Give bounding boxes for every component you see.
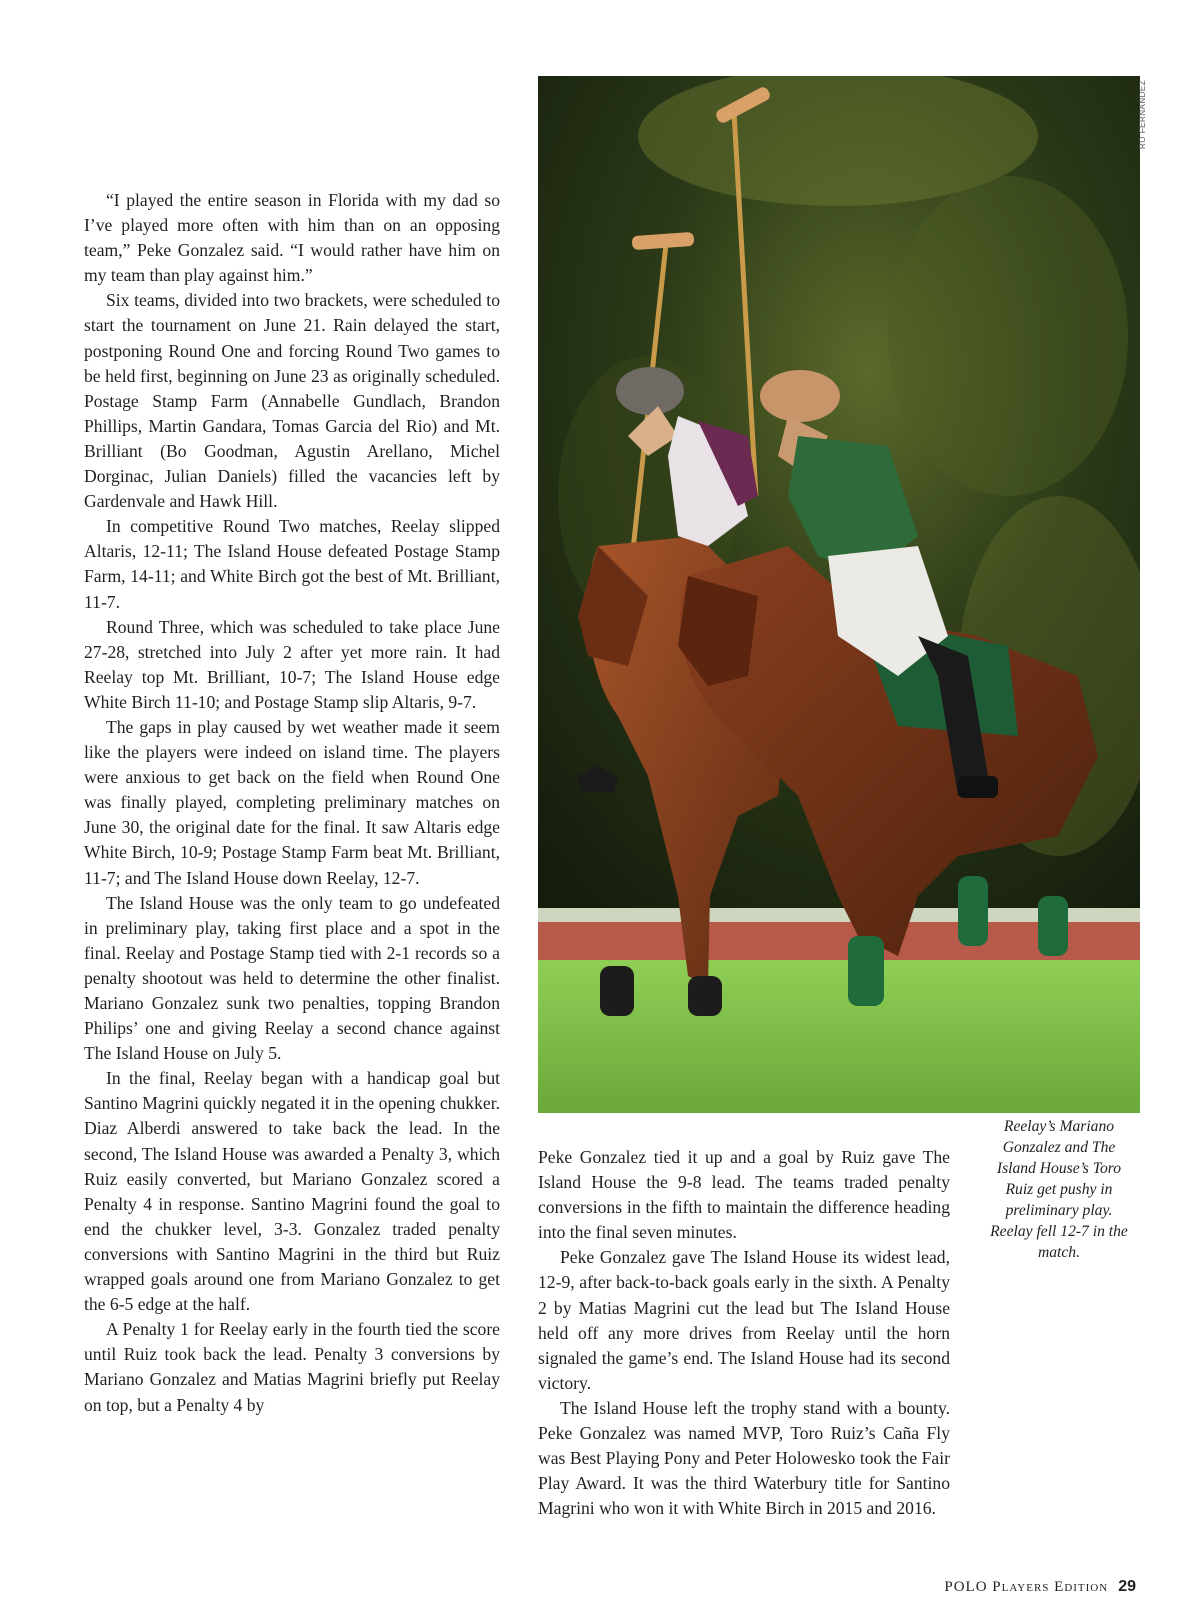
paragraph: In competitive Round Two matches, Reelay slipped Altaris, 12-11; The Island House defeated Postage Stamp Farm, 14-11; and White Birch got the best of Mt. Brilliant, 11-7. xyxy=(84,516,500,612)
paragraph: Peke Gonzalez tied it up and a goal by Ruiz gave The Island House the 9-8 lead. The teams traded penalty conversions in the fifth to maintain the difference heading into the final seven minutes. xyxy=(538,1147,950,1243)
paragraph: In the final, Reelay began with a handicap goal but Santino Magrini quickly negated it in the opening chukker. Diaz Alberdi answered to take back the lead. In the second, The Island House was awarded a Penalty 3, which Ruiz easily converted, but Mariano Gonzalez scored a Penalty 4 in response. Santino Magrini found the goal to end the chukker level, 3-3. Gonzalez traded penalty conversions with Santino Magrini in the third but Ruiz wrapped goals around one from Mariano Gonzalez to get the 6-5 edge at the half. xyxy=(84,1068,500,1315)
paragraph: Round Three, which was scheduled to take place June 27-28, stretched into July 2 after yet more rain. It had Reelay top Mt. Brilliant, 10-7; The Island House edge White Birch 11-10; and Postage Stamp slip Altaris, 9-7. xyxy=(84,616,500,712)
polo-match-photo xyxy=(538,76,1140,1113)
paragraph: The Island House was the only team to go undefeated in preliminary play, taking first place and a spot in the final. Reelay and Postage Stamp tied with 2-1 records so a penalty shootout was held to determine the other finalist. Mariano Gonzalez sunk two penalties, topping Brandon Philips’ one and giving Reelay a second chance against The Island House on July 5. xyxy=(84,892,500,1064)
paragraph: A Penalty 1 for Reelay early in the fourth tied the score until Ruiz took back the lead. Penalty 3 conversions by Mariano Gonzalez and Matias Magrini briefly put Reelay on top, but a Penalty 4 by xyxy=(84,1319,500,1415)
photo-caption: Reelay’s Mariano Gonzalez and The Island House’s Toro Ruiz get pushy in preliminary play. Reelay fell 12-7 in the match. xyxy=(990,1118,1128,1261)
photo-credit: RO FERNANDEZ xyxy=(1138,80,1147,150)
article-right-column xyxy=(538,1145,950,1521)
paragraph: Peke Gonzalez gave The Island House its widest lead, 12-9, after back-to-back goals early in the sixth. A Penalty 2 by Matias Magrini cut the lead but The Island House held off any more drives from Reelay until the horn signaled the game’s end. The Island House had its second victory. xyxy=(538,1247,950,1393)
paragraph: Six teams, divided into two brackets, were scheduled to start the tournament on June 21. Rain delayed the start, postponing Round One and forcing Round Two games to be held first, beginning on June 23 as originally scheduled. Postage Stamp Farm (Annabelle Gundlach, Brandon Phillips, Martin Gandara, Tomas Garcia del Rio) and Mt. Brilliant (Bo Goodman, Agustin Arellano, Michel Dorginac, Julian Daniels) filled the vacancies left by Gardenvale and Hawk Hill. xyxy=(84,290,500,512)
page-number: 29 xyxy=(1118,1578,1136,1595)
paragraph: “I played the entire season in Florida with my dad so I’ve played more often with him than on an opposing team,” Peke Gonzalez said. “I would rather have him on my team than play against him.” xyxy=(84,190,500,286)
article-left-column xyxy=(84,188,500,1418)
page-footer xyxy=(900,1578,1136,1596)
paragraph: The gaps in play caused by wet weather made it seem like the players were indeed on island time. The players were anxious to get back on the field when Round One was finally played, completing preliminary matches on June 30, the original date for the final. It saw Altaris edge White Birch, 10-9; Postage Stamp Farm beat Mt. Brilliant, 11-7; and The Island House down Reelay, 12-7. xyxy=(84,716,500,888)
publication-name: POLO Players Edition xyxy=(944,1579,1109,1595)
paragraph: The Island House left the trophy stand with a bounty. Peke Gonzalez was named MVP, Toro Ruiz’s Caña Fly was Best Playing Pony and Peter Holowesko took the Fair Play Award. It was the third Waterbury title for Santino Magrini who won it with White Birch in 2015 and 2016. xyxy=(538,1397,950,1519)
